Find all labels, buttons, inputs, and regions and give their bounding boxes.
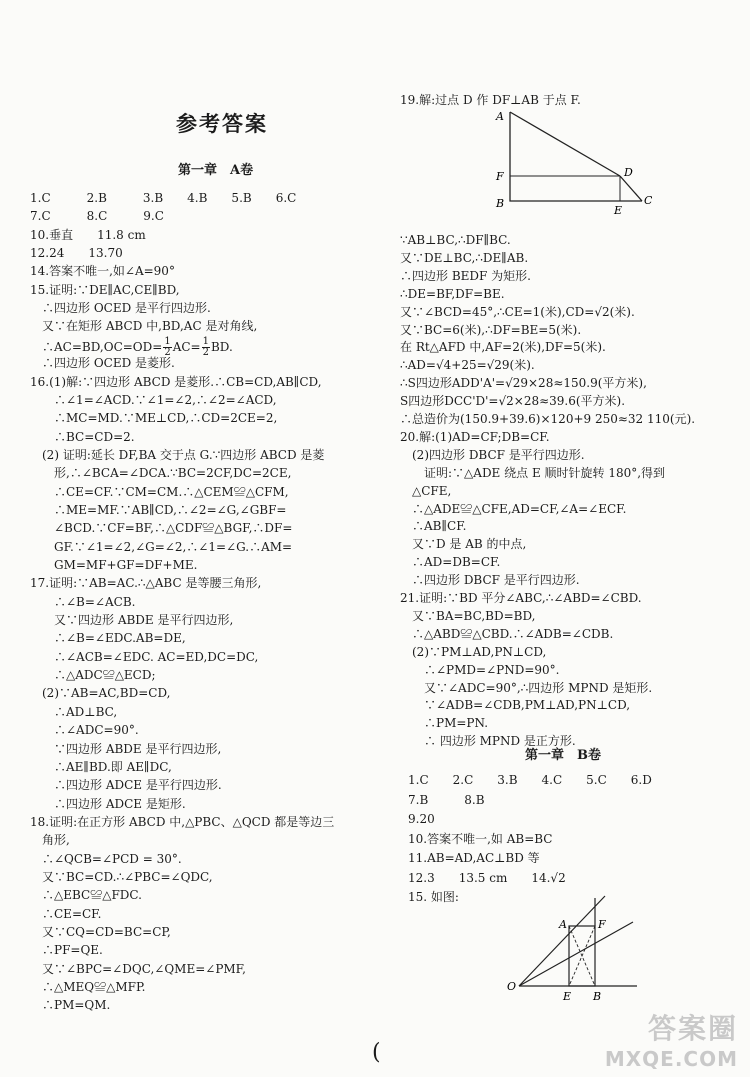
rightcol-line: △CFE, bbox=[400, 483, 452, 498]
leftcol-line: (2)∵AB=AC,BD=CD, bbox=[30, 686, 171, 701]
watermark-url: MXQE.COM bbox=[604, 1047, 738, 1071]
leftcol-line: ∴ME=MF.∵AB∥CD,∴∠2=∠G,∠GBF= bbox=[30, 502, 287, 517]
rightcol-line: 21.证明:∵BD 平分∠ABC,∴∠ABD=∠CBD. bbox=[400, 591, 642, 605]
rightcol-line: 又∵BA=BC,BD=BD, bbox=[400, 608, 536, 623]
rightcol-line: ∴S四边形ADD'A'=√29×28≈150.9(平方米), bbox=[400, 376, 647, 391]
fraction-numerator: 1 bbox=[164, 335, 171, 347]
chapter-a-heading: 第一章 A卷 bbox=[178, 163, 254, 178]
leftcol-line: ∴CE=CF. bbox=[30, 906, 102, 921]
fig1-label-a: A bbox=[496, 110, 504, 123]
rightBcol-line: 11.AB=AD,AC⊥BD 等 bbox=[408, 851, 540, 865]
chapter-b-heading: 第一章 B卷 bbox=[525, 748, 601, 763]
fig1-label-f: F bbox=[496, 170, 504, 183]
leftcol-line: ∠BCD.∵CF=BF,∴△CDF≌△BGF,∴DF= bbox=[30, 521, 293, 536]
rightBcol-line: 12.3 13.5 cm 14.√2 bbox=[408, 870, 566, 885]
leftcol-line: 7.C 8.C 9.C bbox=[30, 209, 164, 224]
leftcol-line: ∴∠B=∠ACB. bbox=[30, 594, 136, 609]
leftcol-line: ∴CE=CF.∵CM=CM.∴△CEM≌△CFM, bbox=[30, 484, 289, 499]
rightcol-line: 又∵DE⊥BC,∴DE∥AB. bbox=[400, 250, 529, 265]
leftcol-line: ∴MC=MD.∵ME⊥CD,∴CD=2CE=2, bbox=[30, 411, 278, 426]
rightcol-line: 又∵∠BCD=45°,∴CE=1(米),CD=√2(米). bbox=[400, 304, 635, 319]
rightcol-line: ∴△ADE≌△CFE,AD=CF,∠A=∠ECF. bbox=[400, 501, 627, 516]
leftcol-line: 16.(1)解:∵四边形 ABCD 是菱形.∴CB=CD,AB∥CD, bbox=[30, 374, 322, 389]
leftcol-line: ∴PF=QE. bbox=[30, 943, 103, 958]
rightBcol-line: 15. 如图: bbox=[408, 890, 459, 904]
fraction-denominator: 2 bbox=[202, 346, 209, 358]
rightcol-line: 又∵D 是 AB 的中点, bbox=[400, 537, 527, 552]
leftcol-line: 又∵∠BPC=∠DQC,∠QME=∠PMF, bbox=[30, 961, 246, 976]
rightcol-line: ∴ 四边形 MPND 是正方形. bbox=[400, 734, 576, 749]
fraction-denominator: 2 bbox=[164, 346, 171, 358]
leftcol-line: ∴AE∥BD.即 AE∥DC, bbox=[30, 759, 172, 774]
fraction-numerator: 1 bbox=[202, 335, 209, 347]
rightcol-line: ∴总造价为(150.9+39.6)×120+9 250≈32 110(元). bbox=[400, 412, 696, 426]
fig2-label-f: F bbox=[598, 918, 606, 931]
leftcol-line: ∴△ADC≌△ECD; bbox=[30, 668, 156, 683]
leftcol-line: ∴PM=QM. bbox=[30, 998, 111, 1013]
leftcol-line: 形,∴∠BCA=∠DCA.∵BC=2CF,DC=2CE, bbox=[30, 466, 292, 481]
fig1-label-e: E bbox=[614, 204, 623, 216]
rightBcol-line: 1.C 2.C 3.B 4.C 5.C 6.D bbox=[408, 773, 652, 787]
rightcol-line: 在 Rt△AFD 中,AF=2(米),DF=5(米). bbox=[400, 340, 606, 355]
leftcol-line: 18.证明:在正方形 ABCD 中,△PBC、△QCD 都是等边三 bbox=[30, 814, 335, 829]
leftcol-line: ∴四边形 OCED 是菱形. bbox=[30, 356, 175, 371]
rightcol-line: 20.解:(1)AD=CF;DB=CF. bbox=[400, 429, 550, 444]
leftcol-line: 1.C 2.B 3.B 4.B 5.B 6.C bbox=[30, 191, 297, 205]
rightcol-line: ∴PM=PN. bbox=[400, 716, 489, 731]
leftcol-line: ∴∠B=∠EDC.AB=DE, bbox=[30, 631, 186, 646]
rightcol-line: ∴∠PMD=∠PND=90°. bbox=[400, 662, 560, 677]
eq-head: ∴AC=BD,OC=OD= bbox=[30, 339, 163, 354]
leftcol-line: ∴BC=CD=2. bbox=[30, 429, 135, 444]
rightcol-line: 又∵∠ADC=90°,∴四边形 MPND 是矩形. bbox=[400, 680, 653, 695]
watermark-logo bbox=[600, 1007, 750, 1077]
rightcol-line: ∴DE=BF,DF=BE. bbox=[400, 286, 505, 301]
rightcol-line: ∴四边形 DBCF 是平行四边形. bbox=[400, 573, 580, 588]
leftcol-line: ∴△MEQ≌△MFP. bbox=[30, 980, 146, 995]
leftcol-line: ∴∠ACB=∠EDC. AC=ED,DC=DC, bbox=[30, 649, 259, 664]
rightcol-line: ∴△ABD≌△CBD.∴∠ADB=∠CDB. bbox=[400, 626, 614, 641]
rightcol-line: 19.解:过点 D 作 DF⊥AB 于点 F. bbox=[400, 93, 581, 107]
leftcol-line: 又∵在矩形 ABCD 中,BD,AC 是对角线, bbox=[30, 319, 258, 334]
fig2-label-e: E bbox=[563, 990, 572, 1003]
leftcol-line: ∴四边形 ADCE 是平行四边形. bbox=[30, 778, 222, 793]
rightcol-line: ∴AB∥CF. bbox=[400, 519, 467, 534]
rightBcol-line: 9.20 bbox=[408, 812, 435, 826]
leftcol-line: 角形, bbox=[30, 833, 70, 848]
leftcol-line: ∴∠ADC=90°. bbox=[30, 723, 139, 738]
rightcol-line: (2)∵PM⊥AD,PN⊥CD, bbox=[400, 644, 547, 659]
leftcol-line: 12.24 13.70 bbox=[30, 246, 123, 261]
rightcol-line: ∴四边形 BEDF 为矩形. bbox=[400, 268, 531, 283]
fraction-half bbox=[202, 337, 210, 358]
fig2-label-b: B bbox=[593, 990, 602, 1003]
eq-mid: AC= bbox=[172, 339, 201, 354]
rightcol-line: ∴AD=DB=CF. bbox=[400, 555, 501, 570]
fig1-label-c: C bbox=[644, 194, 652, 207]
figure-19-diagram bbox=[492, 106, 652, 216]
leftcol-line: 又∵CQ=CD=BC=CP, bbox=[30, 925, 171, 939]
leftcol-line: GF.∵∠1=∠2,∠G=∠2,∴∠1=∠G.∴AM= bbox=[30, 539, 293, 554]
rightcol-line: 又∵BC=6(米),∴DF=BE=5(米). bbox=[400, 322, 582, 337]
fig2-label-o: O bbox=[507, 980, 517, 993]
leftcol-line: 14.答案不唯一,如∠A=90° bbox=[30, 264, 175, 279]
leftcol-line: ∴∠1=∠ACD.∵∠1=∠2,∴∠2=∠ACD, bbox=[30, 392, 277, 407]
leftcol-line: ∴四边形 ADCE 是矩形. bbox=[30, 796, 186, 811]
leftcol-line: ∵四边形 ABDE 是平行四边形, bbox=[30, 741, 222, 756]
leftcol-line: (2) 证明:延长 DF,BA 交于点 G.∵四边形 ABCD 是菱 bbox=[30, 447, 325, 462]
fig1-label-d: D bbox=[624, 166, 633, 179]
rightBcol-line: 10.答案不唯一,如 AB=BC bbox=[408, 831, 553, 846]
leftcol-line: ∴∠QCB=∠PCD = 30°. bbox=[30, 851, 182, 866]
eq-tail: BD. bbox=[210, 339, 233, 354]
leftcol-line: GM=MF+GF=DF+ME. bbox=[30, 558, 198, 572]
rightcol-line: 证明:∵△ADE 绕点 E 顺时针旋转 180°,得到 bbox=[400, 465, 666, 480]
page-bottom-mark: ( bbox=[372, 1040, 381, 1065]
leftcol-line: ∴四边形 OCED 是平行四边形. bbox=[30, 301, 211, 316]
watermark-text: 答案圈 bbox=[647, 1012, 738, 1045]
rightcol-line: S四边形DCC'D'=√2×28≈39.6(平方米). bbox=[400, 394, 626, 409]
rightBcol-line: 7.B 8.B bbox=[408, 792, 485, 807]
rightcol-line: ∴AD=√4+25=√29(米). bbox=[400, 358, 535, 373]
leftcol-line: 17.证明:∵AB=AC.∴△ABC 是等腰三角形, bbox=[30, 576, 262, 591]
leftcol-line: 15.证明:∵DE∥AC,CE∥BD, bbox=[30, 282, 180, 297]
rightcol-line: ∵AB⊥BC,∴DF∥BC. bbox=[400, 233, 511, 247]
figure-15-diagram bbox=[505, 888, 645, 1003]
leftcol-line: 又∵BC=CD.∴∠PBC=∠QDC, bbox=[30, 869, 213, 884]
rightcol-line: ∵∠ADB=∠CDB,PM⊥AD,PN⊥CD, bbox=[400, 698, 631, 713]
fig2-label-a: A bbox=[559, 918, 567, 931]
leftcol-line: ∴△EBC≌△FDC. bbox=[30, 888, 142, 903]
rightcol-line: (2)四边形 DBCF 是平行四边形. bbox=[400, 447, 585, 462]
leftcol-line: 又∵四边形 ABDE 是平行四边形, bbox=[30, 613, 234, 628]
page-title: 参考答案 bbox=[176, 111, 268, 136]
leftcol-line: 10.垂直 11.8 cm bbox=[30, 227, 146, 242]
fig1-label-b: B bbox=[496, 197, 505, 210]
leftcol-line: ∴AD⊥BC, bbox=[30, 704, 118, 719]
